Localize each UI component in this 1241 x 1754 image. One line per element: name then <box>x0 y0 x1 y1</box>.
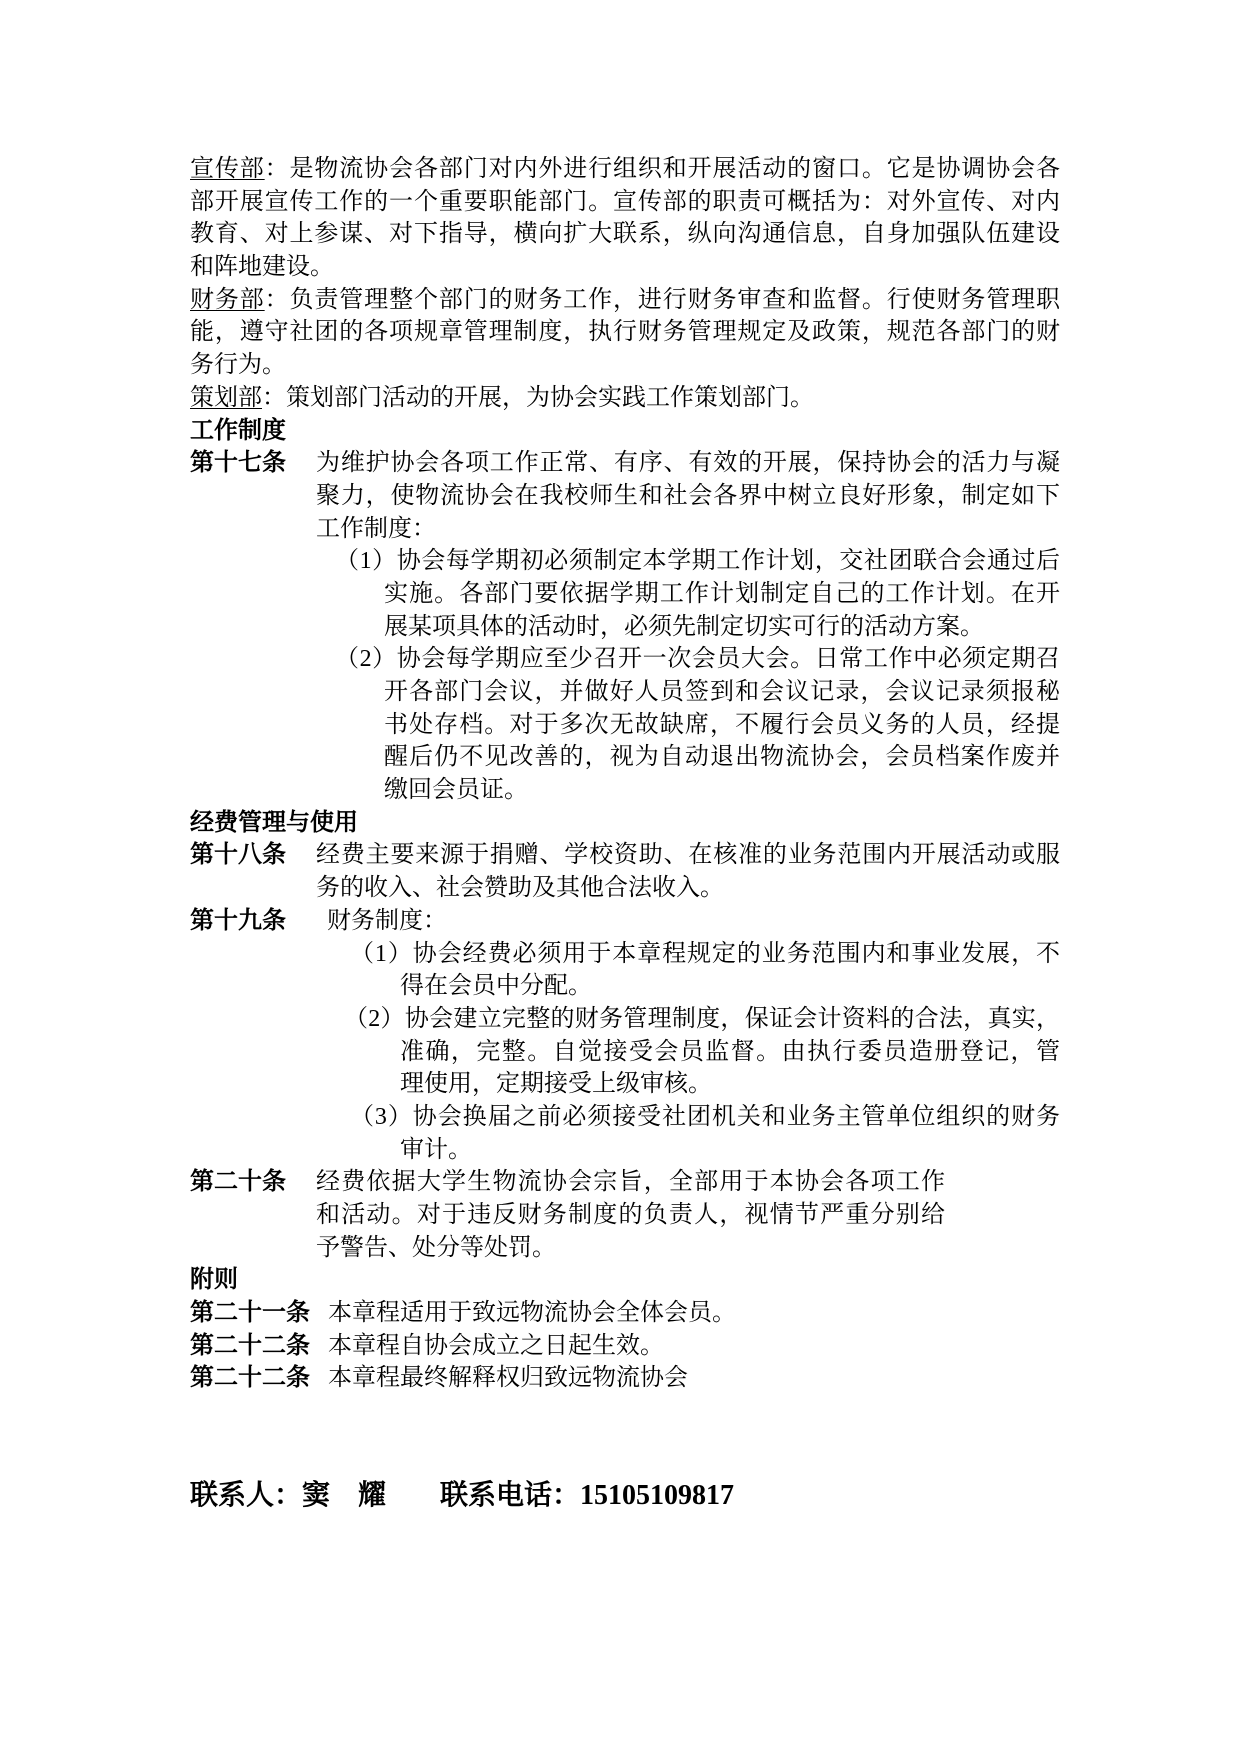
article-label: 第十八条 <box>190 841 286 869</box>
list-item-line: （2）协会建立完整的财务管理制度，保证会计资料的合法，真实， <box>344 1005 1060 1032</box>
paragraph-line: 务行为。 <box>190 352 286 379</box>
article-line: 予警告、处分等处罚。 <box>316 1234 556 1261</box>
section-heading-funding: 经费管理与使用 <box>190 808 358 836</box>
document-body <box>190 153 1060 1395</box>
paragraph-line: 部开展宣传工作的一个重要职能部门。宣传部的职责可概括为：对外宣传、对内 <box>190 188 1060 215</box>
list-item-line: （1）协会经费必须用于本章程规定的业务范围内和事业发展，不 <box>350 940 1060 967</box>
article-label: 第二十二条 <box>190 1364 310 1392</box>
dept-finance-text: ：负责管理整个部门的财务工作，进行财务审查和监督。行使财务管理职 <box>264 286 1061 313</box>
list-item-line: （2）协会每学期应至少召开一次会员大会。日常工作中必须定期召 <box>335 646 1060 673</box>
article-text: 本章程适用于致远物流协会全体会员。 <box>328 1300 736 1327</box>
list-item-line: （3）协会换届之前必须接受社团机关和业务主管单位组织的财务 <box>350 1103 1060 1130</box>
paragraph-line: 和阵地建设。 <box>190 254 334 281</box>
dept-planning-text: ：策划部门活动的开展，为协会实践工作策划部门。 <box>262 384 814 411</box>
section-heading-appendix: 附则 <box>190 1266 238 1294</box>
list-item-line: 醒后仍不见改善的，视为自动退出物流协会，会员档案作废并 <box>384 744 1060 771</box>
article-label: 第十九条 <box>190 906 286 934</box>
article-label: 第二十一条 <box>190 1299 310 1327</box>
section-heading-work-rules: 工作制度 <box>190 416 286 444</box>
appendix-article <box>190 1362 1060 1395</box>
dept-name-planning: 策划部 <box>190 384 262 411</box>
article-line: 工作制度： <box>316 515 436 542</box>
article-text: 本章程最终解释权归致远物流协会 <box>328 1365 688 1392</box>
article-text: 经费依据大学生物流协会宗旨，全部用于本协会各项工作 <box>316 1169 945 1196</box>
paragraph-line: 教育、对上参谋、对下指导，横向扩大联系，纵向沟通信息，自身加强队伍建设 <box>190 221 1060 248</box>
article-text: 本章程自协会成立之日起生效。 <box>328 1332 664 1359</box>
article-label: 第十七条 <box>190 449 286 477</box>
list-item-line: 开各部门会议，并做好人员签到和会议记录，会议记录须报秘 <box>384 679 1060 705</box>
phone-number: 15105109817 <box>580 1480 735 1511</box>
article-label: 第二十条 <box>190 1168 286 1196</box>
list-item-line: （1）协会每学期初必须制定本学期工作计划，交社团联合会通过后 <box>335 548 1060 575</box>
list-item-line: 展某项具体的活动时，必须先制定切实可行的活动方案。 <box>384 613 984 640</box>
article-line: 务的收入、社会赞助及其他合法收入。 <box>316 875 724 902</box>
article-18-first-line <box>190 839 1060 872</box>
list-item-line: 准确，完整。自觉接受会员监督。由执行委员造册登记，管 <box>400 1038 1060 1065</box>
article-19-first-line <box>190 905 1060 938</box>
dept-publicity-line <box>190 153 1060 186</box>
phone-label: 联系电话： <box>440 1479 581 1510</box>
dept-planning-line <box>190 382 1060 415</box>
list-item-line: 书处存档。对于多次无故缺席，不履行会员义务的人员，经提 <box>384 711 1060 738</box>
contact-line <box>190 1475 734 1515</box>
dept-name-finance: 财务部 <box>190 286 265 313</box>
article-17-first-line <box>190 447 1060 480</box>
article-text: 财务制度： <box>327 907 447 934</box>
appendix-article <box>190 1297 1060 1330</box>
list-item-line: 理使用，定期接受上级审核。 <box>400 1071 712 1098</box>
article-line: 和活动。对于违反财务制度的负责人，视情节严重分别给 <box>316 1202 945 1228</box>
contact-label: 联系人： <box>190 1479 303 1510</box>
article-text: 经费主要来源于捐赠、学校资助、在核准的业务范围内开展活动或服 <box>316 842 1060 869</box>
list-item-line: 得在会员中分配。 <box>400 973 592 1000</box>
article-line: 聚力，使物流协会在我校师生和社会各界中树立良好形象，制定如下 <box>316 482 1060 509</box>
dept-name-publicity: 宣传部 <box>190 156 265 182</box>
article-20-first-line <box>190 1166 1060 1199</box>
paragraph-line: 能，遵守社团的各项规章管理制度，执行财务管理规定及政策，规范各部门的财 <box>190 319 1060 346</box>
list-item-line: 缴回会员证。 <box>384 777 528 804</box>
article-text: 为维护协会各项工作正常、有序、有效的开展，保持协会的活力与凝 <box>316 450 1060 477</box>
appendix-article <box>190 1330 1060 1363</box>
dept-publicity-text: ：是物流协会各部门对内外进行组织和开展活动的窗口。它是协调协会各 <box>264 156 1061 182</box>
dept-finance-line <box>190 284 1060 317</box>
list-item-line: 审计。 <box>400 1136 472 1163</box>
contact-name: 窦 耀 <box>302 1479 387 1510</box>
list-item-line: 实施。各部门要依据学期工作计划制定自己的工作计划。在开 <box>384 580 1060 607</box>
article-label: 第二十二条 <box>190 1331 310 1359</box>
